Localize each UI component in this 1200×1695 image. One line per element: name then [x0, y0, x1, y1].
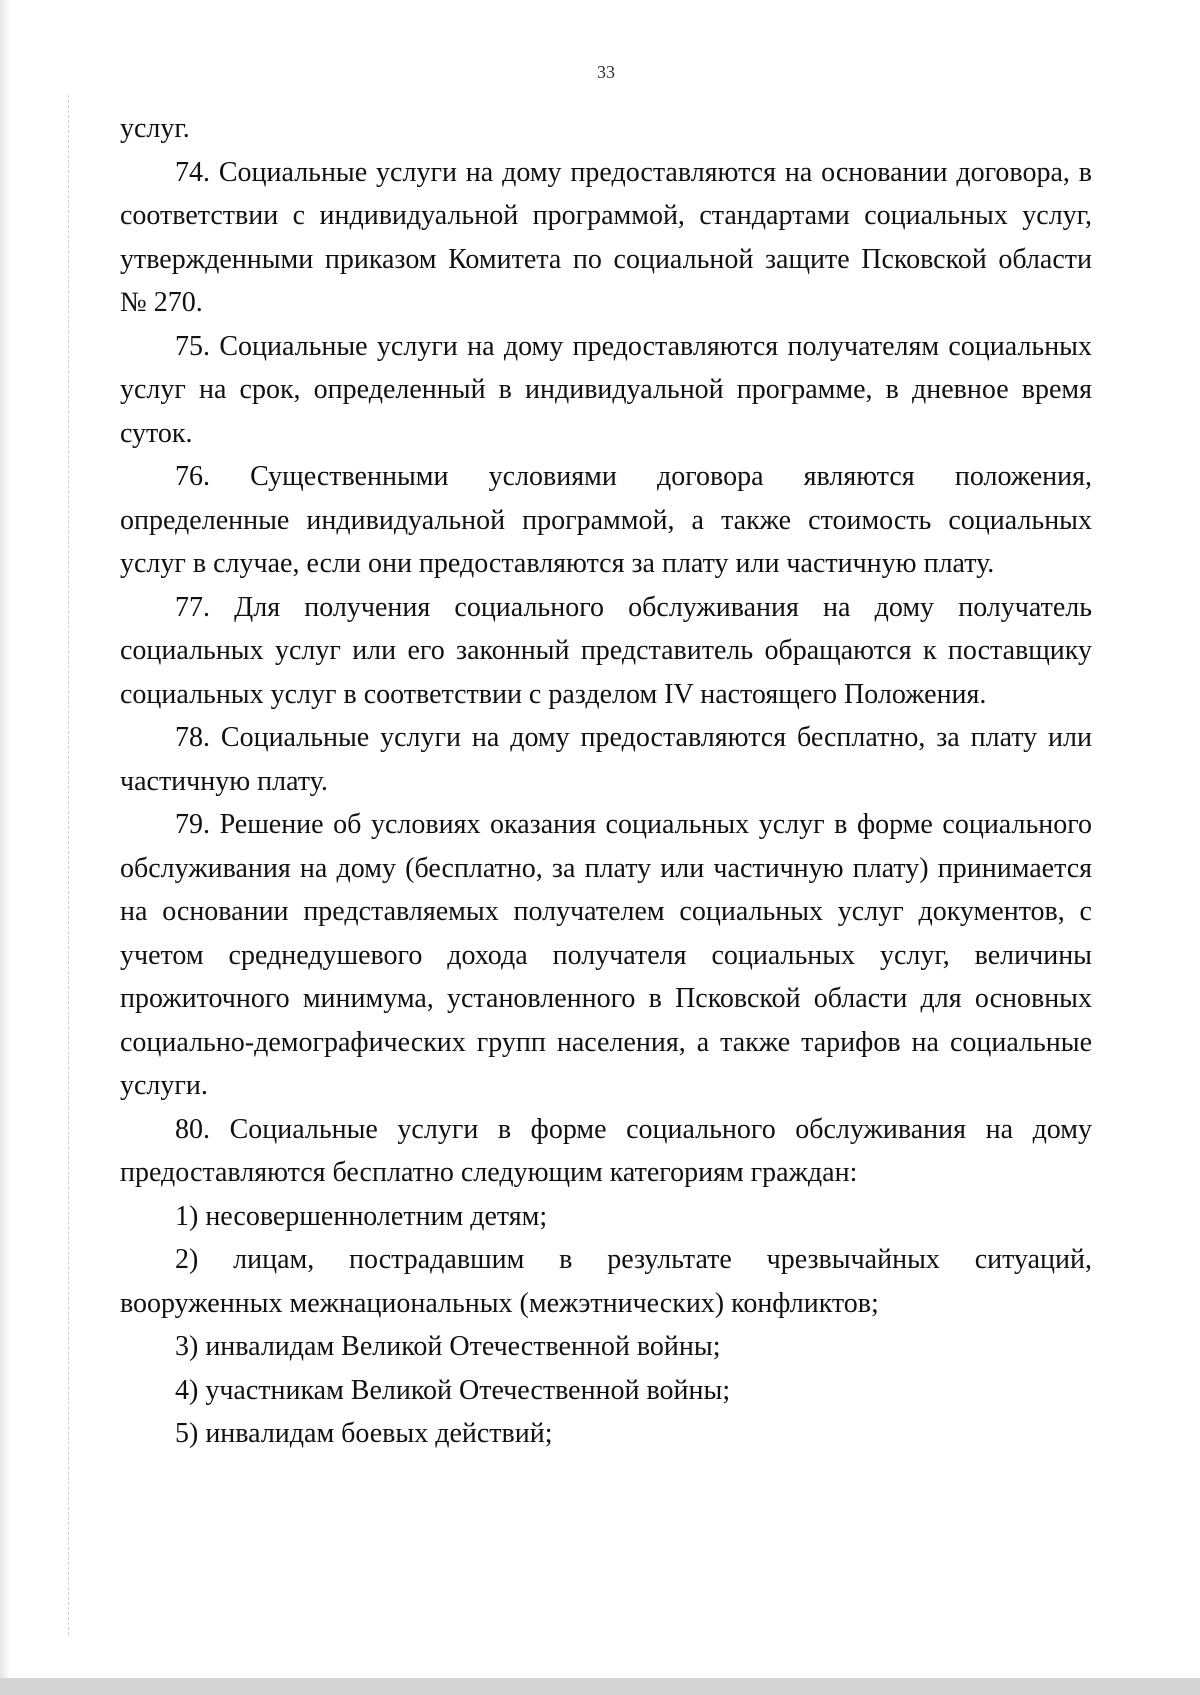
- paragraph-74: 74. Социальные услуги на дому предоставляются на основании договора, в соответствии с индивидуальной программой, стандартами социальных услуг, утвержденными приказом Комитета по социальной защите Псковской области № 270.: [120, 156, 1092, 318]
- paragraph-80: 80. Социальные услуги в форме социального обслуживания на дому предоставляются бесплатно следующим категориям граждан:: [120, 1113, 1092, 1188]
- paragraph-76: 76. Существенными условиями договора являются положения, определенные индивидуальной программой, а также стоимость социальных услуг в случае, если они предоставляются за плату или частичную плату.: [120, 461, 1092, 579]
- list-item-4: 4) участникам Великой Отечественной войны;: [175, 1374, 731, 1406]
- paragraph-continuation: услуг.: [120, 113, 190, 144]
- list-item-1: 1) несовершеннолетним детям;: [175, 1200, 548, 1232]
- scan-left-edge: [0, 0, 10, 1695]
- paragraph-75: 75. Социальные услуги на дому предоставляются получателям социальных услуг на срок, определенный в индивидуальной программе, в дневное время суток.: [120, 330, 1092, 449]
- list-item-2: 2) лицам, пострадавшим в результате чрезвычайных ситуаций, вооруженных межнациональных (межэтнических) конфликтов;: [120, 1244, 1092, 1319]
- document-body: [120, 107, 1092, 1456]
- scan-margin-marks: [68, 95, 71, 1635]
- paragraph-77: 77. Для получения социального обслуживания на дому получатель социальных услуг или его законный представитель обращаются к поставщику социальных услуг в соответствии с разделом IV настоящего Положения.: [120, 591, 1092, 710]
- scan-bottom-edge: [0, 1678, 1200, 1695]
- list-item-3: 3) инвалидам Великой Отечественной войны;: [175, 1331, 721, 1362]
- list-item-5: 5) инвалидам боевых действий;: [175, 1418, 553, 1449]
- paragraph-79: 79. Решение об условиях оказания социальных услуг в форме социального обслуживания на дому (бесплатно, за плату или частичную плату) принимается на основании представляемых получателем социальных услуг документов, с учетом среднедушевого дохода получателя социальных услуг, величины прожиточного минимума, установленного в Псковской области для основных социально-демографических групп населения, а также тарифов на социальные услуги.: [120, 809, 1092, 1101]
- page-number: 33: [597, 62, 615, 82]
- paragraph-78: 78. Социальные услуги на дому предоставляются бесплатно, за плату или частичную плату.: [120, 722, 1092, 797]
